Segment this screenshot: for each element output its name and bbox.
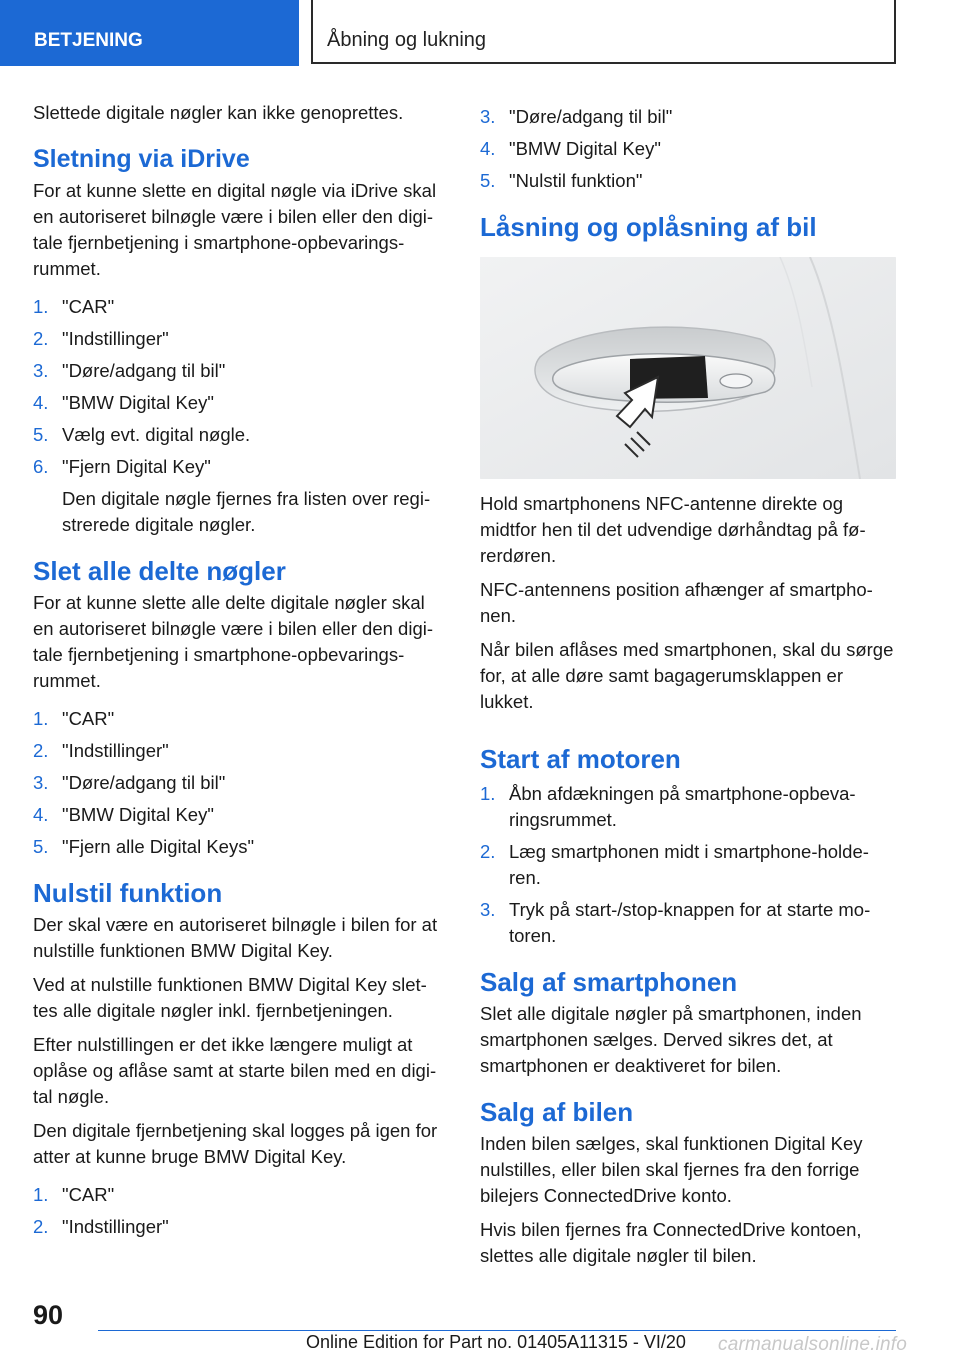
step-text: "CAR" [62,1184,115,1205]
step-number: 1. [33,296,49,317]
step-text: "BMW Digital Key" [509,138,661,159]
step-text: Læg smartphonen midt i smartphone-holde-ren. [509,841,869,888]
step-text: "Fjern alle Digital Keys" [62,836,255,857]
step-text: "Nulstil funktion" [509,170,643,191]
list-item [480,897,896,949]
step-text: Åbn afdækningen på smartphone-opbeva-ringsrummet. [509,783,856,830]
step-text: "CAR" [62,296,115,317]
list-item [33,358,449,384]
step-number: 3. [480,899,496,920]
steps-list [480,104,896,194]
step-result: Den digitale nøgle fjernes fra listen over regi-strerede digitale nøgler. [62,488,431,535]
step-text: "Indstillinger" [62,328,169,349]
list-item [33,1214,449,1240]
section-tab [0,0,299,66]
list-item [33,390,449,416]
step-number: 2. [480,841,496,862]
intro-text: Slettede digitale nøgler kan ikke genoprettes. [33,102,404,123]
heading-locking: Låsning og oplåsning af bil [480,212,817,242]
door-handle-image [480,257,896,479]
paragraph: For at kunne slette en digital nøgle via iDrive skal en autoriseret bilnøgle være i bilen eller den digi-tale fjernbetjening i smartphone-opbevarings-rummet. [33,180,437,279]
heading-sale-car: Salg af bilen [480,1097,634,1127]
steps-list [33,706,449,860]
list-item [480,168,896,194]
heading-reset-function: Nulstil funktion [33,878,223,908]
steps-list [480,781,896,949]
watermark: carmanualsonline.info [718,1334,908,1355]
step-number: 3. [33,360,49,381]
paragraph: NFC-antennens position afhænger af smartpho-nen. [480,579,873,626]
step-text: "CAR" [62,708,115,729]
step-number: 4. [480,138,496,159]
list-item [33,706,449,732]
step-number: 2. [33,740,49,761]
step-text: "Døre/adgang til bil" [509,106,673,127]
step-number: 1. [33,708,49,729]
list-item [33,422,449,448]
paragraph: For at kunne slette alle delte digitale nøgler skal en autoriseret bilnøgle være i bilen eller den digi-tale fjernbetjening i smartphone-opbevarings-rummet. [33,592,434,691]
step-number: 1. [480,783,496,804]
step-text: Vælg evt. digital nøgle. [62,424,251,445]
list-item [33,454,449,538]
steps-list [33,294,449,538]
step-number: 5. [480,170,496,191]
list-item [33,802,449,828]
step-text: "BMW Digital Key" [62,392,214,413]
page-number: 90 [33,1300,64,1330]
step-text: Tryk på start-/stop-knappen for at starte mo-toren. [509,899,871,946]
paragraph: Slet alle digitale nøgler på smartphonen, inden smartphonen sælges. Derved sikres det, at smartphonen er deaktiveret for bilen. [480,1003,862,1076]
edition-note: Online Edition for Part no. 01405A11315 - VI/20 [306,1332,686,1352]
heading-sale-smartphone: Salg af smartphonen [480,967,738,997]
step-text: "BMW Digital Key" [62,804,214,825]
heading-delete-via-idrive: Sletning via iDrive [33,145,250,173]
step-number: 4. [33,804,49,825]
list-item [480,839,896,891]
step-number: 5. [33,424,49,445]
step-text: "Døre/adgang til bil" [62,772,226,793]
paragraph: Når bilen aflåses med smartphonen, skal du sørge for, at alle døre samt bagagerumsklappen er lukket. [480,639,894,712]
list-item [33,1182,449,1208]
step-number: 3. [480,106,496,127]
step-number: 3. [33,772,49,793]
page-title: Åbning og lukning [327,29,487,51]
list-item [480,104,896,130]
step-text: "Døre/adgang til bil" [62,360,226,381]
door-handle-illustration [480,257,896,479]
list-item [33,738,449,764]
paragraph: Hold smartphonens NFC-antenne direkte og midtfor hen til det udvendige dørhåndtag på fø-rerdøren. [480,493,866,566]
step-number: 2. [33,1216,49,1237]
list-item [33,294,449,320]
step-text: "Fjern Digital Key" [62,456,211,477]
paragraph: Den digitale fjernbetjening skal logges på igen for atter at kunne bruge BMW Digital Key. [33,1120,438,1167]
step-number: 2. [33,328,49,349]
list-item [33,770,449,796]
list-item [480,136,896,162]
step-number: 6. [33,456,49,477]
paragraph: Der skal være en autoriseret bilnøgle i bilen for at nulstille funktionen BMW Digital Key. [33,914,438,961]
step-text: "Indstillinger" [62,740,169,761]
section-label: BETJENING [34,30,143,51]
left-column [33,100,449,1254]
paragraph: Inden bilen sælges, skal funktionen Digital Key nulstilles, eller bilen skal fjernes fra den forrige bilejers ConnectedDrive konto. [480,1133,863,1206]
step-text: "Indstillinger" [62,1216,169,1237]
right-column [480,100,896,1277]
header-frame [311,0,896,64]
step-number: 1. [33,1184,49,1205]
paragraph: Ved at nulstille funktionen BMW Digital Key slet-tes alle digitale nøgler inkl. fjernbetjeningen. [33,974,427,1021]
paragraph: Efter nulstillingen er det ikke længere muligt at oplåse og aflåse samt at starte bilen med en digi-tal nøgle. [33,1034,437,1107]
list-item [33,834,449,860]
list-item [480,781,896,833]
list-item [33,326,449,352]
paragraph: Hvis bilen fjernes fra ConnectedDrive kontoen, slettes alle digitale nøgler til bilen. [480,1219,862,1266]
heading-start-engine: Start af motoren [480,744,681,774]
heading-delete-shared-keys: Slet alle delte nøgler [33,556,286,586]
footer-divider [98,1330,896,1331]
step-number: 4. [33,392,49,413]
step-number: 5. [33,836,49,857]
steps-list [33,1182,449,1240]
